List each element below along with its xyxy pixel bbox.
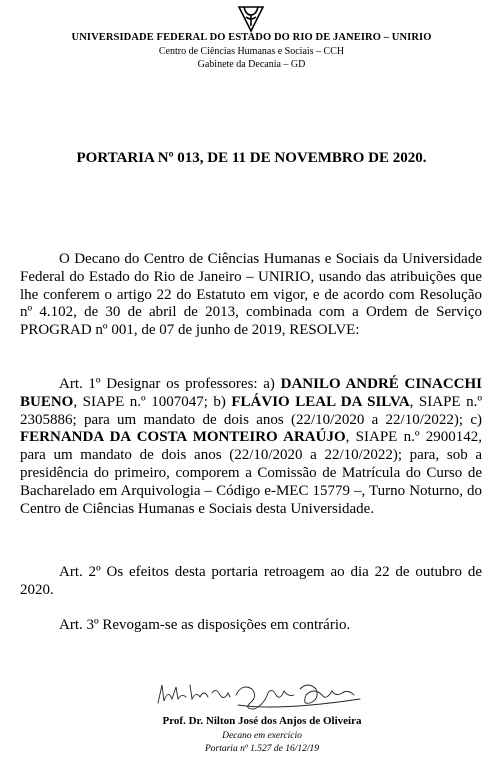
handwritten-signature: [150, 675, 370, 715]
preamble-paragraph: O Decano do Centro de Ciências Humanas e Sociais da Universidade Federal do Estado do Rio de Janeiro – UNIRIO, usando das atribuições que lhe conferem o artigo 22 do Estatuto em vigor, e de acordo com Resolução nº 4.102, de 30 de abril de 2013, combinada com a Ordem de Serviço PROGRAD nº 001, de 07 de junho de 2019, RESOLVE:: [20, 251, 482, 339]
professor-name-a: DANILO ANDRÉ CINACCHI BUENO: [20, 376, 482, 410]
art1-siape-b: , SIAPE n.º 2305886; para um mandato de dois anos (22/10/2020 a 22/10/2022); c): [20, 393, 483, 428]
office-name: Gabinete da Decania – GD: [197, 59, 306, 70]
signatory-reference: Portaria nº 1.527 de 16/12/19: [204, 744, 320, 754]
article-2-paragraph: Art. 2º Os efeitos desta portaria retroagem ao dia 22 de outubro de 2020.: [20, 564, 482, 598]
unirio-logo-icon: [236, 5, 266, 33]
signatory-role: Decano em exercício: [222, 731, 302, 741]
art1-rest: , SIAPE n.º 2900142, para um mandato de dois anos (22/10/2020 a 22/10/2022); para, sob a presidência do primeiro, comporem a Comissão de Matrícula do Curso de Bacharelado em Arquivologia – Código e-MEC 15779 –, Turno Noturno, do Centro de Ciências Humanas e Sociais desta Universidade.: [20, 429, 482, 517]
professor-name-c: FERNANDA DA COSTA MONTEIRO ARAÚJO: [20, 429, 346, 446]
center-name: Centro de Ciências Humanas e Sociais – CCH: [158, 46, 345, 57]
institution-name: UNIVERSIDADE FEDERAL DO ESTADO DO RIO DE JANEIRO – UNIRIO: [71, 32, 432, 43]
signatory-name: Prof. Dr. Nilton José dos Anjos de Oliveira: [162, 715, 362, 727]
art1-siape-a: , SIAPE n.º 1007047; b): [73, 393, 232, 410]
article-1-paragraph: [20, 376, 482, 518]
article-3-paragraph: Art. 3º Revogam-se as disposições em contrário.: [59, 617, 351, 633]
art1-intro: Art. 1º Designar os professores: a): [59, 376, 281, 392]
professor-name-b: FLÁVIO LEAL DA SILVA: [231, 393, 410, 410]
document-title: PORTARIA Nº 013, DE 11 DE NOVEMBRO DE 2020.: [76, 150, 427, 166]
